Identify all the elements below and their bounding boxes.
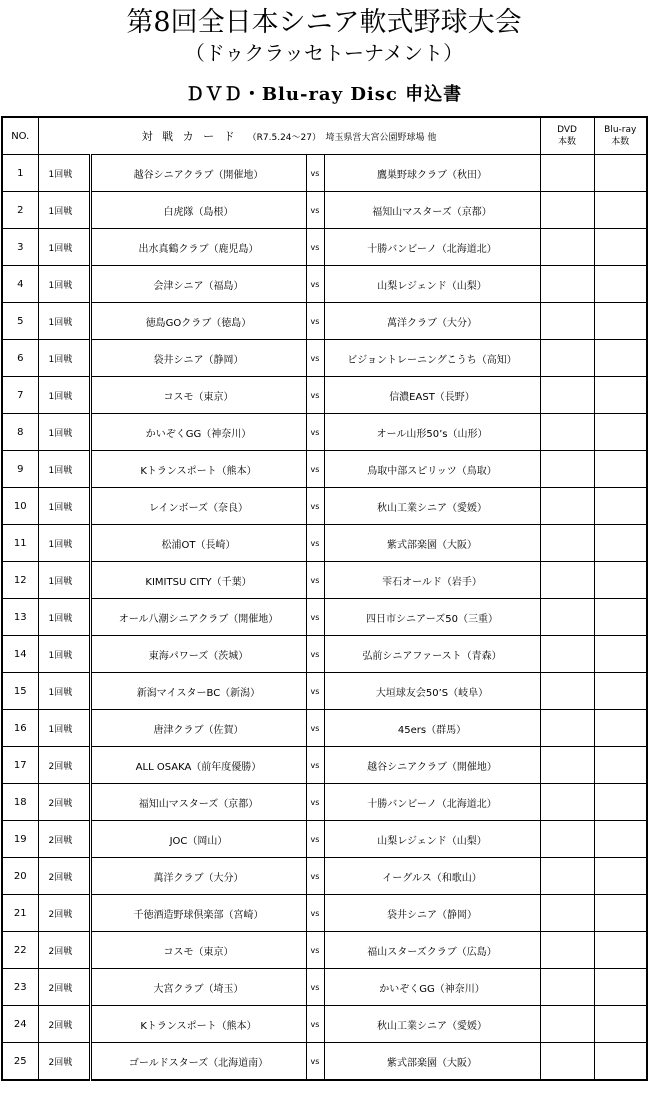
team-home: コスモ（東京） xyxy=(90,377,306,414)
match-round: 2回戦 xyxy=(38,1043,90,1081)
match-round: 1回戦 xyxy=(38,488,90,525)
team-away: オール山形50’s（山形） xyxy=(324,414,540,451)
dvd-quantity-cell[interactable] xyxy=(540,192,594,229)
team-away: かいぞくGG（神奈川） xyxy=(324,969,540,1006)
table-row xyxy=(2,562,647,599)
bluray-quantity-cell[interactable] xyxy=(594,414,647,451)
match-round: 2回戦 xyxy=(38,747,90,784)
match-number: 25 xyxy=(2,1043,38,1081)
bluray-quantity-cell[interactable] xyxy=(594,599,647,636)
table-row xyxy=(2,895,647,932)
team-away: 秋山工業シニア（愛媛） xyxy=(324,1006,540,1043)
team-home: Kトランスポート（熊本） xyxy=(90,451,306,488)
team-home: レインボーズ（奈良） xyxy=(90,488,306,525)
team-away: 秋山工業シニア（愛媛） xyxy=(324,488,540,525)
team-home: 東海パワーズ（茨城） xyxy=(90,636,306,673)
match-round: 1回戦 xyxy=(38,377,90,414)
team-home: 福知山マスターズ（京都） xyxy=(90,784,306,821)
vs-label: vs xyxy=(306,747,324,784)
match-number: 21 xyxy=(2,895,38,932)
team-home: かいぞくGG（神奈川） xyxy=(90,414,306,451)
match-number: 7 xyxy=(2,377,38,414)
match-round: 1回戦 xyxy=(38,266,90,303)
bluray-quantity-cell[interactable] xyxy=(594,747,647,784)
match-round: 2回戦 xyxy=(38,1006,90,1043)
match-round: 1回戦 xyxy=(38,525,90,562)
table-row xyxy=(2,747,647,784)
bluray-quantity-cell[interactable] xyxy=(594,969,647,1006)
dvd-quantity-cell[interactable] xyxy=(540,636,594,673)
page-subtitle: （ドゥクラッセトーナメント） xyxy=(184,41,464,65)
table-row xyxy=(2,599,647,636)
dvd-quantity-cell[interactable] xyxy=(540,562,594,599)
team-home: ALL OSAKA（前年度優勝） xyxy=(90,747,306,784)
header-bluray-line2: 本数 xyxy=(611,137,630,147)
vs-label: vs xyxy=(306,488,324,525)
table-row xyxy=(2,1006,647,1043)
dvd-quantity-cell[interactable] xyxy=(540,932,594,969)
match-number: 14 xyxy=(2,636,38,673)
match-round: 1回戦 xyxy=(38,599,90,636)
vs-label: vs xyxy=(306,784,324,821)
page-title: 第8回全日本シニア軟式野球大会 xyxy=(126,7,522,38)
team-away: 雫石オールド（岩手） xyxy=(324,562,540,599)
header-card xyxy=(38,117,540,155)
table-row xyxy=(2,1043,647,1081)
vs-label: vs xyxy=(306,636,324,673)
match-number: 11 xyxy=(2,525,38,562)
header-dvd-line2: 本数 xyxy=(558,137,577,147)
match-number: 15 xyxy=(2,673,38,710)
dvd-quantity-cell[interactable] xyxy=(540,858,594,895)
bluray-quantity-cell[interactable] xyxy=(594,155,647,192)
dvd-quantity-cell[interactable] xyxy=(540,969,594,1006)
dvd-quantity-cell[interactable] xyxy=(540,377,594,414)
team-away: 越谷シニアクラブ（開催地） xyxy=(324,747,540,784)
dvd-quantity-cell[interactable] xyxy=(540,525,594,562)
dvd-quantity-cell[interactable] xyxy=(540,710,594,747)
vs-label: vs xyxy=(306,562,324,599)
table-row xyxy=(2,969,647,1006)
vs-label: vs xyxy=(306,969,324,1006)
team-away: 福知山マスターズ（京都） xyxy=(324,192,540,229)
team-away: 萬洋クラブ（大分） xyxy=(324,303,540,340)
vs-label: vs xyxy=(306,858,324,895)
table-row xyxy=(2,821,647,858)
bluray-quantity-cell[interactable] xyxy=(594,1006,647,1043)
table-header-row xyxy=(2,117,647,155)
vs-label: vs xyxy=(306,1043,324,1081)
vs-label: vs xyxy=(306,932,324,969)
match-round: 1回戦 xyxy=(38,155,90,192)
bluray-quantity-cell[interactable] xyxy=(594,192,647,229)
match-round: 1回戦 xyxy=(38,229,90,266)
bluray-quantity-cell[interactable] xyxy=(594,784,647,821)
match-number: 23 xyxy=(2,969,38,1006)
match-number: 16 xyxy=(2,710,38,747)
team-away: 鷹巣野球クラブ（秋田） xyxy=(324,155,540,192)
dvd-quantity-cell[interactable] xyxy=(540,747,594,784)
table-row xyxy=(2,673,647,710)
table-row xyxy=(2,932,647,969)
match-round: 1回戦 xyxy=(38,673,90,710)
team-away: 十勝バンビーノ（北海道北） xyxy=(324,784,540,821)
vs-label: vs xyxy=(306,599,324,636)
table-row xyxy=(2,266,647,303)
vs-label: vs xyxy=(306,303,324,340)
dvd-quantity-cell[interactable] xyxy=(540,229,594,266)
table-row xyxy=(2,525,647,562)
bluray-quantity-cell[interactable] xyxy=(594,229,647,266)
match-list xyxy=(2,155,647,1081)
form-title: ＤＶＤ・Blu-ray Disc 申込書 xyxy=(185,84,463,105)
dvd-quantity-cell[interactable] xyxy=(540,414,594,451)
dvd-quantity-cell[interactable] xyxy=(540,266,594,303)
dvd-quantity-cell[interactable] xyxy=(540,1006,594,1043)
dvd-quantity-cell[interactable] xyxy=(540,451,594,488)
match-number: 19 xyxy=(2,821,38,858)
team-away: 山梨レジェンド（山梨） xyxy=(324,821,540,858)
match-number: 13 xyxy=(2,599,38,636)
team-away: 紫式部楽園（大阪） xyxy=(324,1043,540,1081)
match-round: 2回戦 xyxy=(38,932,90,969)
bluray-quantity-cell[interactable] xyxy=(594,932,647,969)
dvd-quantity-cell[interactable] xyxy=(540,784,594,821)
vs-label: vs xyxy=(306,525,324,562)
bluray-quantity-cell[interactable] xyxy=(594,525,647,562)
match-round: 1回戦 xyxy=(38,451,90,488)
bluray-quantity-cell[interactable] xyxy=(594,377,647,414)
team-home: ゴールドスターズ（北海道南） xyxy=(90,1043,306,1081)
team-away: 十勝バンビーノ（北海道北） xyxy=(324,229,540,266)
team-home: 徳島GOクラブ（徳島） xyxy=(90,303,306,340)
team-away: 紫式部楽園（大阪） xyxy=(324,525,540,562)
header-card-label: 対 戦 カ ー ド xyxy=(141,130,238,143)
vs-label: vs xyxy=(306,451,324,488)
bluray-quantity-cell[interactable] xyxy=(594,562,647,599)
team-away: 四日市シニアーズ50（三重） xyxy=(324,599,540,636)
team-home: 越谷シニアクラブ（開催地） xyxy=(90,155,306,192)
header-dvd-line1: DVD xyxy=(557,125,577,135)
bluray-quantity-cell[interactable] xyxy=(594,821,647,858)
vs-label: vs xyxy=(306,821,324,858)
match-round: 1回戦 xyxy=(38,414,90,451)
match-number: 1 xyxy=(2,155,38,192)
team-away: 鳥取中部スピリッツ（鳥取） xyxy=(324,451,540,488)
team-home: 新潟マイスターBC（新潟） xyxy=(90,673,306,710)
table-row xyxy=(2,784,647,821)
match-number: 2 xyxy=(2,192,38,229)
table-row xyxy=(2,451,647,488)
team-away: 45ers（群馬） xyxy=(324,710,540,747)
match-number: 4 xyxy=(2,266,38,303)
table-row xyxy=(2,229,647,266)
bluray-quantity-cell[interactable] xyxy=(594,858,647,895)
dvd-quantity-cell[interactable] xyxy=(540,673,594,710)
vs-label: vs xyxy=(306,1006,324,1043)
match-round: 1回戦 xyxy=(38,710,90,747)
match-number: 18 xyxy=(2,784,38,821)
match-number: 3 xyxy=(2,229,38,266)
team-home: 萬洋クラブ（大分） xyxy=(90,858,306,895)
team-away: 福山スターズクラブ（広島） xyxy=(324,932,540,969)
table-row xyxy=(2,858,647,895)
match-round: 2回戦 xyxy=(38,821,90,858)
team-home: 白虎隊（島根） xyxy=(90,192,306,229)
dvd-quantity-cell[interactable] xyxy=(540,340,594,377)
table-row xyxy=(2,710,647,747)
header-no: NO. xyxy=(2,117,38,155)
table-row xyxy=(2,377,647,414)
team-home: 千徳酒造野球倶楽部（宮崎） xyxy=(90,895,306,932)
team-home: 会津シニア（福島） xyxy=(90,266,306,303)
vs-label: vs xyxy=(306,710,324,747)
bluray-quantity-cell[interactable] xyxy=(594,488,647,525)
bluray-quantity-cell[interactable] xyxy=(594,266,647,303)
team-away: イーグルス（和歌山） xyxy=(324,858,540,895)
vs-label: vs xyxy=(306,895,324,932)
match-number: 12 xyxy=(2,562,38,599)
match-round: 2回戦 xyxy=(38,969,90,1006)
match-round: 1回戦 xyxy=(38,562,90,599)
team-away: 大垣球友会50’S（岐阜） xyxy=(324,673,540,710)
vs-label: vs xyxy=(306,377,324,414)
match-number: 5 xyxy=(2,303,38,340)
vs-label: vs xyxy=(306,266,324,303)
bluray-quantity-cell[interactable] xyxy=(594,451,647,488)
team-home: JOC（岡山） xyxy=(90,821,306,858)
match-number: 10 xyxy=(2,488,38,525)
match-number: 6 xyxy=(2,340,38,377)
vs-label: vs xyxy=(306,155,324,192)
dvd-quantity-cell[interactable] xyxy=(540,821,594,858)
bluray-quantity-cell[interactable] xyxy=(594,1043,647,1081)
match-round: 1回戦 xyxy=(38,192,90,229)
team-home: KIMITSU CITY（千葉） xyxy=(90,562,306,599)
match-round: 1回戦 xyxy=(38,340,90,377)
header-date-venue: （R7.5.24～27） 埼玉県営大宮公園野球場 他 xyxy=(247,133,437,143)
match-number: 9 xyxy=(2,451,38,488)
team-home: 大宮クラブ（埼玉） xyxy=(90,969,306,1006)
order-table xyxy=(1,116,648,1081)
dvd-quantity-cell[interactable] xyxy=(540,599,594,636)
bluray-quantity-cell[interactable] xyxy=(594,895,647,932)
vs-label: vs xyxy=(306,229,324,266)
header-bluray-line1: Blu-ray xyxy=(604,125,637,135)
bluray-quantity-cell[interactable] xyxy=(594,636,647,673)
dvd-quantity-cell[interactable] xyxy=(540,895,594,932)
table-row xyxy=(2,414,647,451)
dvd-quantity-cell[interactable] xyxy=(540,488,594,525)
match-number: 22 xyxy=(2,932,38,969)
dvd-quantity-cell[interactable] xyxy=(540,303,594,340)
header-dvd xyxy=(540,117,594,155)
match-number: 24 xyxy=(2,1006,38,1043)
match-number: 8 xyxy=(2,414,38,451)
match-round: 1回戦 xyxy=(38,636,90,673)
team-home: 袋井シニア（静岡） xyxy=(90,340,306,377)
bluray-quantity-cell[interactable] xyxy=(594,340,647,377)
team-away: 山梨レジェンド（山梨） xyxy=(324,266,540,303)
vs-label: vs xyxy=(306,340,324,377)
team-home: オール八潮シニアクラブ（開催地） xyxy=(90,599,306,636)
match-number: 17 xyxy=(2,747,38,784)
match-round: 2回戦 xyxy=(38,784,90,821)
vs-label: vs xyxy=(306,673,324,710)
match-round: 2回戦 xyxy=(38,895,90,932)
team-home: 松浦OT（長崎） xyxy=(90,525,306,562)
team-home: コスモ（東京） xyxy=(90,932,306,969)
team-away: ビジョントレーニングこうち（高知） xyxy=(324,340,540,377)
team-home: 出水真鶴クラブ（鹿児島） xyxy=(90,229,306,266)
team-away: 弘前シニアファースト（青森） xyxy=(324,636,540,673)
team-away: 袋井シニア（静岡） xyxy=(324,895,540,932)
table-row xyxy=(2,340,647,377)
vs-label: vs xyxy=(306,414,324,451)
vs-label: vs xyxy=(306,192,324,229)
table-row xyxy=(2,192,647,229)
match-round: 2回戦 xyxy=(38,858,90,895)
team-home: Kトランスポート（熊本） xyxy=(90,1006,306,1043)
bluray-quantity-cell[interactable] xyxy=(594,710,647,747)
team-away: 信濃EAST（長野） xyxy=(324,377,540,414)
table-row xyxy=(2,488,647,525)
header-bluray xyxy=(594,117,647,155)
bluray-quantity-cell[interactable] xyxy=(594,303,647,340)
table-row xyxy=(2,155,647,192)
table-row xyxy=(2,636,647,673)
table-row xyxy=(2,303,647,340)
bluray-quantity-cell[interactable] xyxy=(594,673,647,710)
team-home: 唐津クラブ（佐賀） xyxy=(90,710,306,747)
dvd-quantity-cell[interactable] xyxy=(540,1043,594,1081)
match-round: 1回戦 xyxy=(38,303,90,340)
dvd-quantity-cell[interactable] xyxy=(540,155,594,192)
match-number: 20 xyxy=(2,858,38,895)
